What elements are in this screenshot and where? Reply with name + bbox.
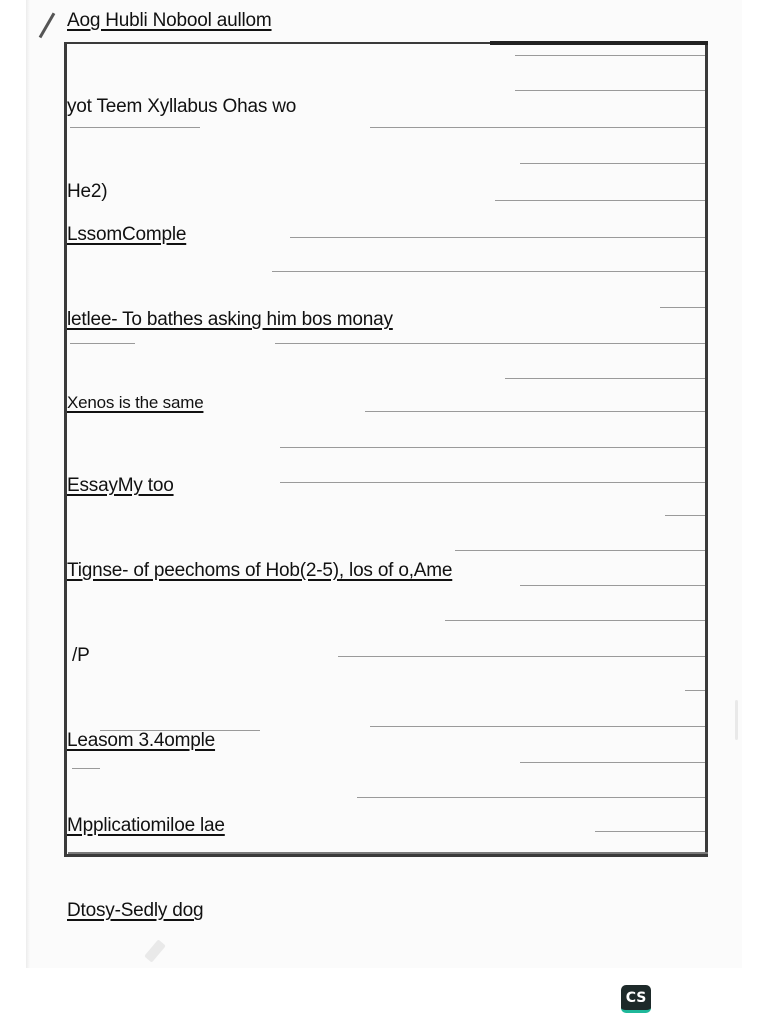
ruled-line [515, 55, 705, 56]
ruled-line [365, 411, 705, 412]
page-edge-shadow [26, 0, 30, 968]
ruled-line [595, 831, 705, 832]
ruled-line [495, 200, 705, 201]
text-line-3: He2) [67, 181, 108, 202]
text-line-11: Mpplicatiomiloe lae [67, 815, 225, 836]
ruled-line [660, 307, 705, 308]
ruled-line [445, 620, 705, 621]
ruled-line [290, 237, 705, 238]
ruled-line [505, 378, 705, 379]
ruled-line [338, 656, 705, 657]
frame-bottom-line [68, 852, 708, 854]
ruled-line [275, 343, 705, 344]
ruled-line [70, 343, 135, 344]
ruled-line [357, 797, 705, 798]
ruled-line [370, 127, 705, 128]
text-line-1: Aog Hubli Nobool aullom [67, 10, 272, 31]
camscanner-logo: CS [621, 985, 651, 1013]
ruled-line [272, 271, 705, 272]
ruled-line [665, 515, 705, 516]
ruled-line [370, 726, 705, 727]
ruled-line [520, 163, 705, 164]
text-line-6: Xenos is the same [67, 393, 204, 412]
frame-top-thick-line [490, 41, 708, 45]
ruled-line [72, 768, 100, 769]
ruled-line [280, 447, 705, 448]
ruled-line [520, 762, 705, 763]
text-line-2: yot Teem Xyllabus Ohas wo [67, 96, 297, 117]
text-line-12: Dtosy-Sedly dog [67, 900, 204, 921]
text-line-9: /P [72, 645, 90, 666]
ruled-line [685, 690, 705, 691]
text-line-8: Tignse- of peechoms of Hob(2-5), los of o,Ame [67, 560, 453, 581]
ruled-line [455, 550, 705, 551]
scan-smudge [735, 700, 738, 740]
text-line-5: letlee- To bathes asking him bos monay [67, 309, 393, 330]
text-line-10: Leasom 3.4omple [67, 730, 216, 751]
text-line-4: LssomComple [67, 224, 187, 245]
ruled-line [515, 90, 705, 91]
text-line-7: EssayMy too [67, 475, 174, 496]
ruled-line [520, 585, 705, 586]
ruled-line [70, 127, 200, 128]
ruled-line [280, 482, 705, 483]
